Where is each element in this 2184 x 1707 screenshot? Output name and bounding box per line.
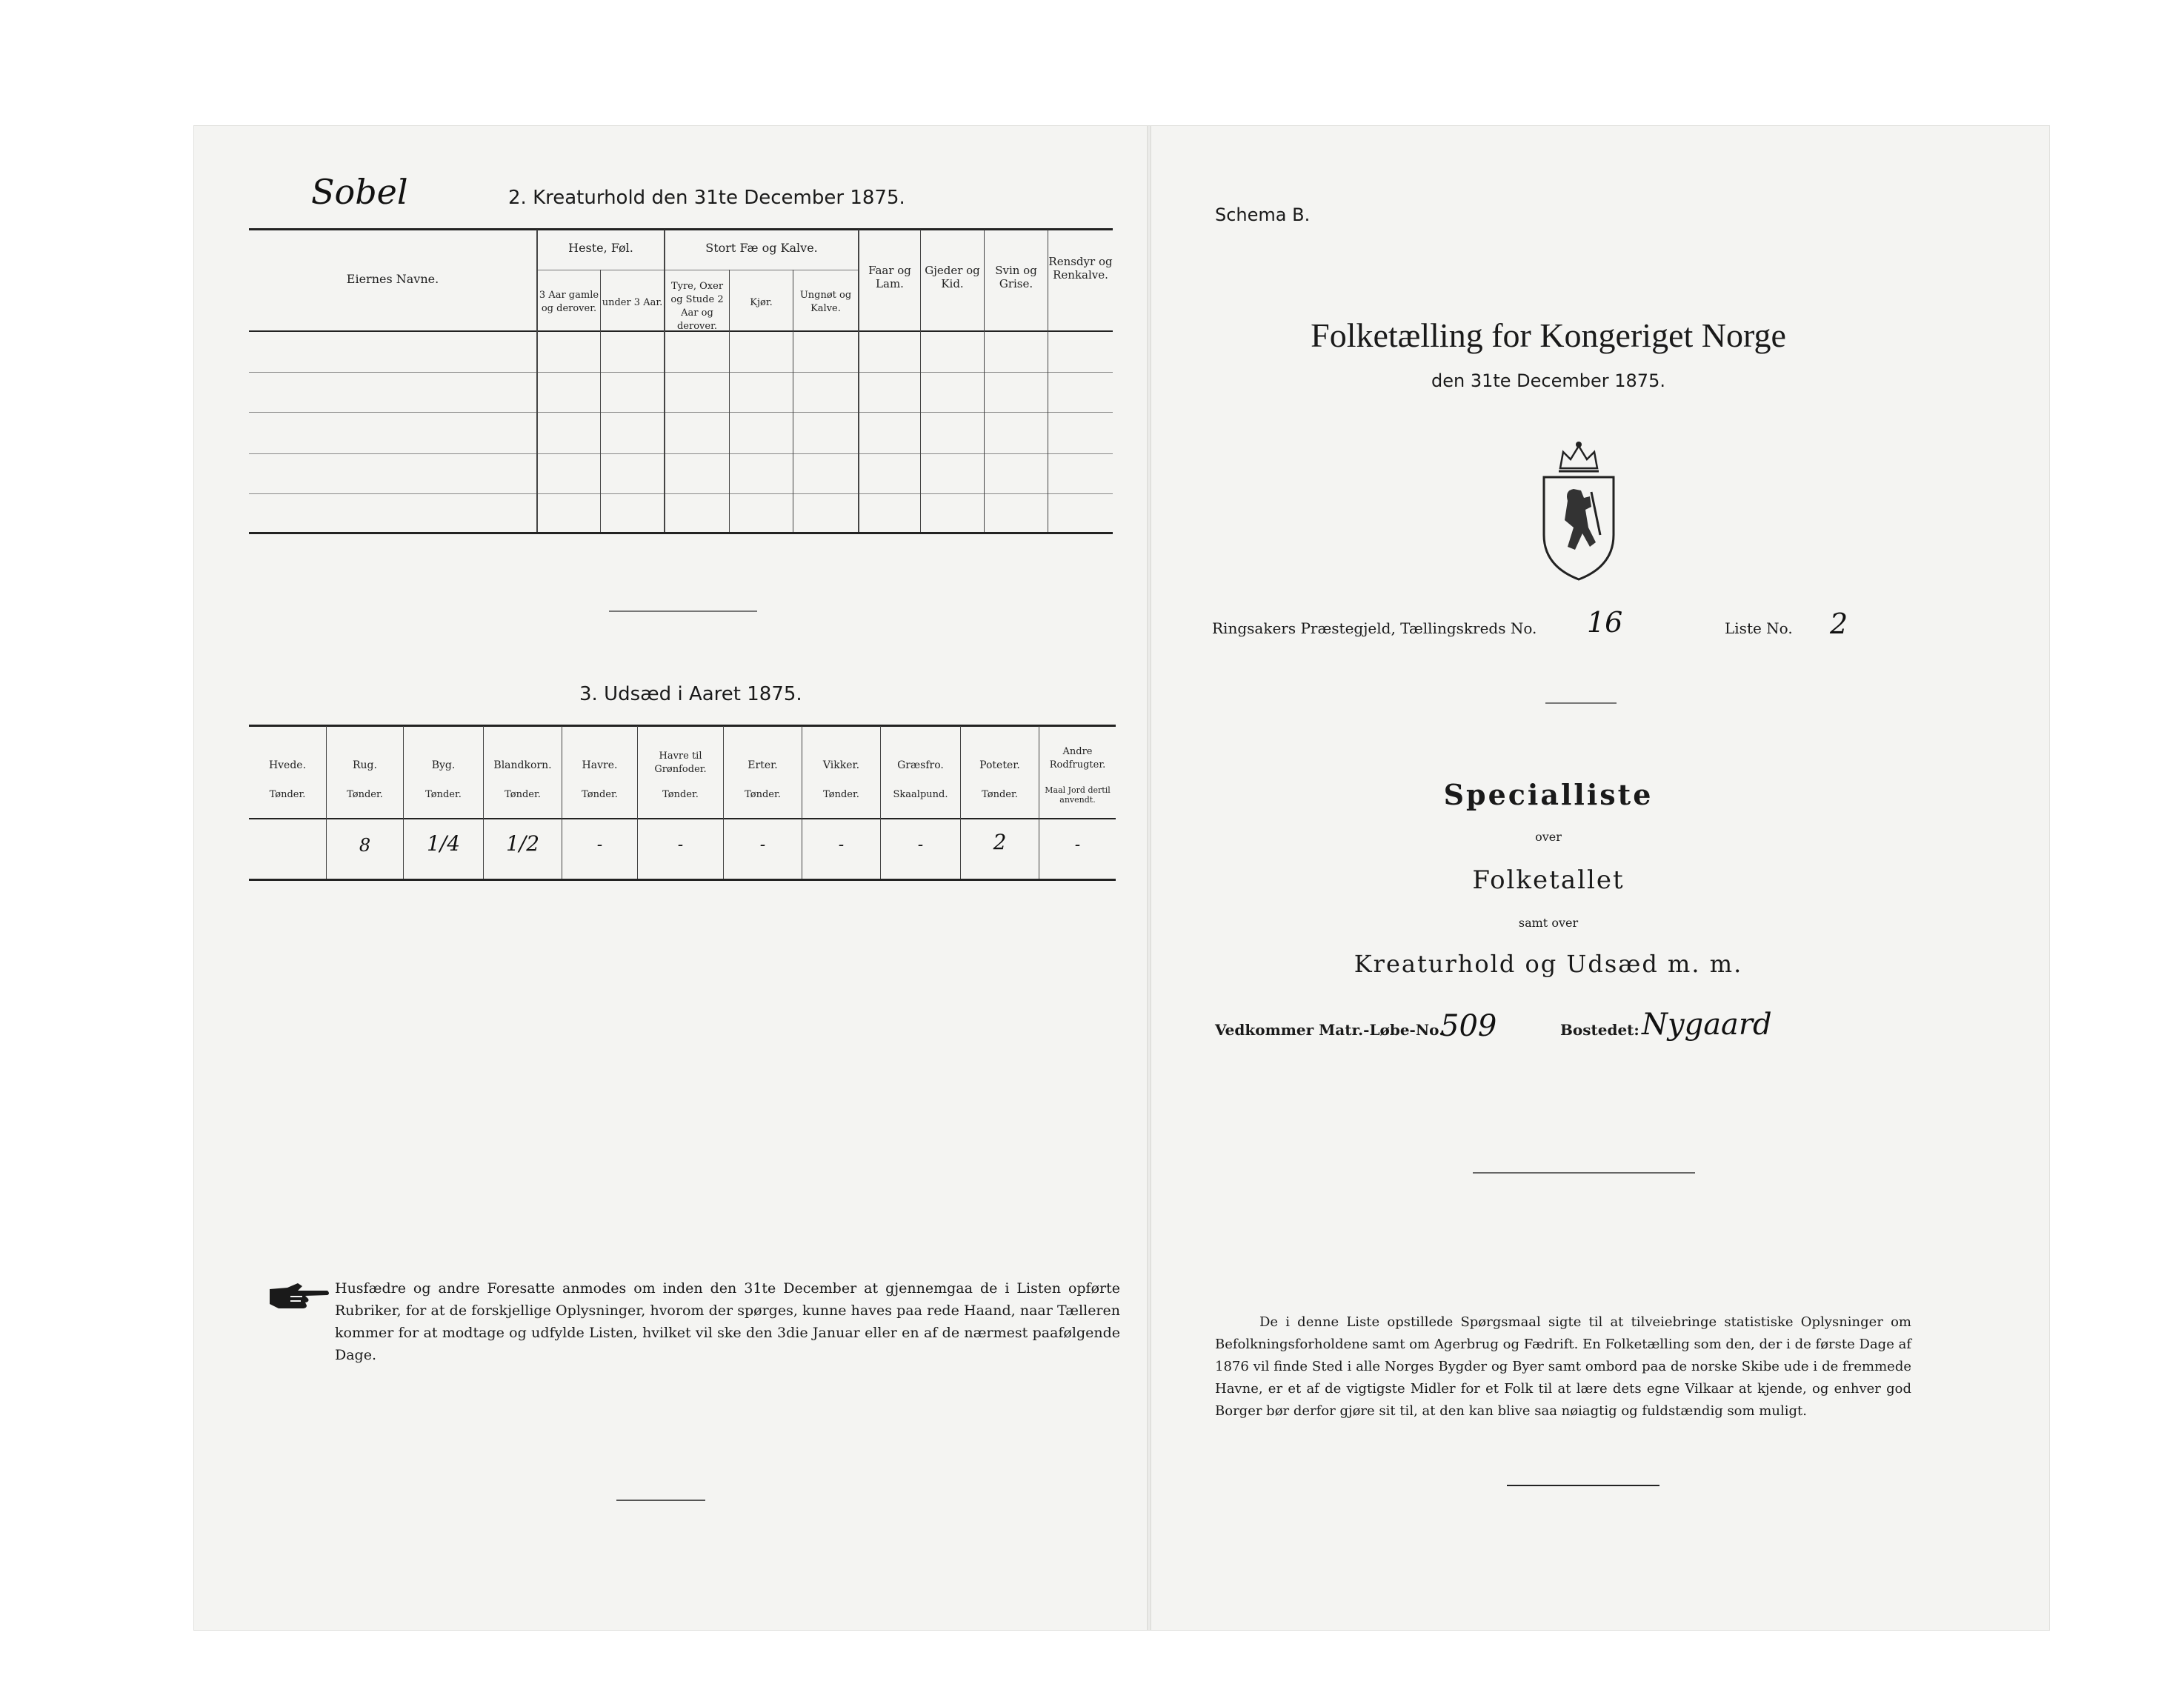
col-grass-seed-unit: Skaalpund. [893,789,948,800]
col-wheat-unit: Tønder. [269,789,306,800]
col-sheep: Faar og Lam. [868,264,911,290]
col-mixed-grain: Blandkorn. [493,759,552,771]
value-other-roots: - [1074,836,1081,854]
value-oats: - [596,836,603,854]
district-prefix: Ringsakers Præstegjeld, Tællingskreds No. [1212,619,1537,637]
value-peas: - [759,836,766,854]
census-date: den 31te December 1875. [1431,370,1665,391]
bosted-value: Nygaard [1642,1008,1772,1042]
value-potatoes: 2 [993,830,1007,854]
col-grass-seed: Græsfro. [897,759,944,771]
col-oats: Havre. [582,759,618,771]
col-other-roots: Andre Rodfrugter. [1049,746,1106,771]
samt-over-label: samt over [1518,916,1579,930]
value-mixed-grain: 1/2 [505,831,540,856]
coat-of-arms-icon [1538,439,1619,582]
matr-number: 509 [1440,1009,1497,1043]
col-young-cattle: Ungnøt og Kalve. [799,290,852,314]
value-green-oats: - [677,836,684,854]
col-bulls: Tyre, Oxer og Stude 2 Aar og derover. [670,281,724,332]
cattle-group-header: Stort Fæ og Kalve. [705,241,818,255]
value-vetch: - [838,836,845,854]
value-rye: 8 [359,835,371,856]
col-horses-3yr: 3 Aar gamle og derover. [539,290,599,314]
notice-text: Husfædre og andre Foresatte anmodes om inden den 31te December at gjennemgaa de i Listen opførte Rubriker, for at de forskjellige Oplysninger, hvorom der spørges, kunne haves paa rede Haand, naar Tælleren kommer for at modtage og udfylde Listen, hvilket vil ske den 3die Januar eller en af de nærmest paafølgende Dage. [335,1280,1120,1363]
matr-label: Vedkommer Matr.-Løbe-No. [1215,1021,1445,1039]
col-peas: Erter. [748,759,778,771]
col-rye-unit: Tønder. [347,789,383,800]
bosted-label: Bostedet: [1560,1021,1639,1039]
col-vetch: Vikker. [822,759,860,771]
livestock-sowing-label: Kreaturhold og Udsæd m. m. [1354,950,1743,978]
special-list-title: Specialliste [1443,778,1654,811]
col-wheat: Hvede. [268,759,307,771]
col-rye: Rug. [353,759,377,771]
col-goats: Gjeder og Kid. [925,264,980,290]
col-oats-unit: Tønder. [582,789,618,800]
col-mixed-grain-unit: Tønder. [505,789,541,800]
page-fold [1147,126,1151,1630]
liste-label: Liste No. [1725,619,1793,637]
col-barley: Byg. [431,759,456,771]
col-cows: Kjør. [750,297,773,308]
value-barley: 1/4 [426,831,461,856]
section2-title: 2. Kreaturhold den 31te December 1875. [508,187,905,209]
col-green-oats: Havre til Grønfoder. [654,751,707,775]
owner-name-header: Eiernes Navne. [346,272,439,286]
col-reindeer: Rensdyr og Renkalve. [1048,255,1113,282]
value-grass-seed: - [917,836,924,854]
liste-number: 2 [1830,608,1848,640]
col-vetch-unit: Tønder. [823,789,859,800]
col-green-oats-unit: Tønder. [662,789,699,800]
pointing-hand-icon [268,1280,330,1311]
over-label: over [1535,830,1562,844]
col-other-roots-unit: Maal Jord dertil anvendt. [1045,785,1111,805]
col-barley-unit: Tønder. [425,789,462,800]
census-title: Folketælling for Kongeriget Norge [1311,316,1786,354]
district-number: 16 [1587,606,1623,639]
col-horses-under3: under 3 Aar. [602,297,663,308]
col-pigs: Svin og Grise. [995,264,1037,290]
col-potatoes-unit: Tønder. [982,789,1018,800]
section3-title: 3. Udsæd i Aaret 1875. [579,683,802,705]
schema-label: Schema B. [1215,204,1311,225]
footer-text: De i denne Liste opstillede Spørgsmaal sigte til at tilveiebringe statistiske Oplysninger om Befolkningsforholdene samt om Agerbrug og Fædrift. En Folketælling som den, der i de første Dage af 1876 vil finde Sted i alle Norges Bygder og Byer samt ombord paa de norske Skibe ude i de fremmede Havne, er et af de vigtigste Midler for et Folk til at lære dets egne Vilkaar at kjende, og enhver god Borger bør derfor gjøre sit til, at den kan blive saa nøiagtig og fuldstændig som muligt. [1215,1314,1911,1419]
horses-group-header: Heste, Føl. [568,241,633,255]
col-potatoes: Poteter. [979,759,1020,771]
col-peas-unit: Tønder. [745,789,781,800]
handwritten-prefix: Sobel [311,172,408,212]
folketallet-label: Folketallet [1472,865,1625,895]
